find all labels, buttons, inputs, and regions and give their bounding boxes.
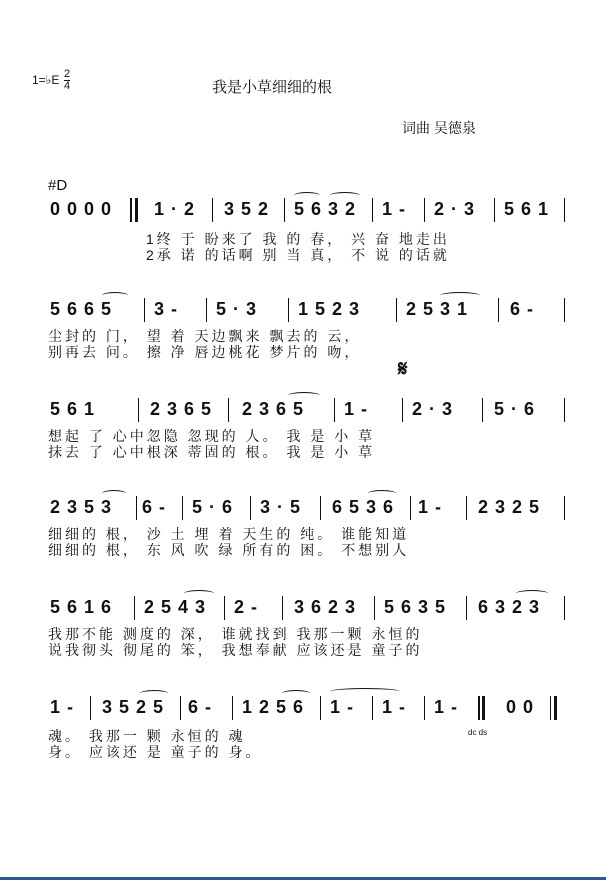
measure: 6 - <box>188 697 213 717</box>
barline <box>334 398 335 422</box>
barline <box>228 398 229 422</box>
measure: 1 5 2 3 <box>298 299 361 319</box>
barline <box>550 696 551 720</box>
barline <box>482 398 483 422</box>
measure: 3 - <box>154 299 179 319</box>
slur <box>282 690 310 697</box>
measure: 1 - <box>50 697 75 717</box>
repeat-end-bar <box>478 696 480 720</box>
barline <box>224 596 225 620</box>
barline <box>498 298 499 322</box>
barline <box>402 398 403 422</box>
measure: 5 6 1 6 <box>50 597 113 617</box>
lyric-verse-1: 1终 于 盼来了 我 的 春， 兴 奋 地走出 <box>146 231 450 247</box>
barline <box>212 198 213 222</box>
measure: 5 6 1 <box>504 199 550 219</box>
slur <box>102 292 128 299</box>
barline <box>232 696 233 720</box>
slur <box>516 590 548 597</box>
modulation-mark: #D <box>48 177 68 194</box>
measure: 6 5 3 6 <box>332 497 395 517</box>
barline <box>396 298 397 322</box>
measure: 6 3 2 3 <box>478 597 541 617</box>
barline <box>564 596 565 620</box>
measure: 1 - <box>382 199 407 219</box>
barline <box>372 198 373 222</box>
lyric-verse-1: 魂。 我那一 颗 永恒的 魂 <box>48 728 246 744</box>
measure: 2 5 4 3 <box>144 597 207 617</box>
repeat-start-bar-thick <box>135 198 138 222</box>
lyric-verse-1: 想起 了 心中忽隐 忽现的 人。 我 是 小 草 <box>48 428 376 444</box>
measure: 5 · 6 <box>192 497 234 517</box>
measure: 2 3 5 3 <box>50 497 113 517</box>
segno-sign: 𝄋 <box>398 356 408 381</box>
barline <box>284 198 285 222</box>
barline <box>466 596 467 620</box>
measure: 1 - <box>330 697 355 717</box>
measure: 2 3 6 5 <box>150 399 213 419</box>
tie <box>330 688 400 695</box>
barline <box>144 298 145 322</box>
final-bar-thick <box>554 696 557 720</box>
barline <box>564 496 565 520</box>
measure: 3 5 2 5 <box>102 697 165 717</box>
lyric-verse-2: 细细的 根， 东 风 吹 绿 所有的 困。 不想别人 <box>48 542 410 558</box>
measure: 1 - <box>382 697 407 717</box>
slur <box>294 192 320 199</box>
barline <box>564 298 565 322</box>
measure: 2 - <box>234 597 259 617</box>
lyric-verse-1: 尘封的 门， 望 着 天边飘来 飘去的 云， <box>48 328 362 344</box>
measure: 5 6 1 <box>50 399 96 419</box>
time-top: 2 <box>64 68 71 80</box>
barline <box>320 496 321 520</box>
measure: 2 · 3 <box>434 199 476 219</box>
measure: 5 · 6 <box>494 399 536 419</box>
song-title: 我是小草细细的根 <box>212 79 333 96</box>
barline <box>250 496 251 520</box>
measure: 6 - <box>510 299 535 319</box>
time-signature <box>64 69 70 92</box>
slur <box>288 392 320 399</box>
slur <box>330 192 360 199</box>
measure: 3 6 2 3 <box>294 597 357 617</box>
measure: 6 - <box>142 497 167 517</box>
barline <box>134 596 135 620</box>
measure: 1 - <box>344 399 369 419</box>
measure: 5 6 6 5 <box>50 299 113 319</box>
slur <box>184 590 214 597</box>
lyric-verse-1: 细细的 根， 沙 土 埋 着 天生的 纯。 谁能知道 <box>48 526 410 542</box>
measure: 2 3 2 5 <box>478 497 541 517</box>
barline <box>424 696 425 720</box>
barline <box>182 496 183 520</box>
barline <box>320 696 321 720</box>
measure: 2 5 3 1 <box>406 299 469 319</box>
measure: 2 · 3 <box>412 399 454 419</box>
lyric-verse-2: 抹去 了 心中根深 蒂固的 根。 我 是 小 草 <box>48 444 376 460</box>
measure: 5 6 3 2 <box>294 199 357 219</box>
slur <box>440 292 480 299</box>
barline <box>288 298 289 322</box>
slur <box>102 490 126 497</box>
barline <box>372 696 373 720</box>
key-label: 1=♭E <box>32 73 60 87</box>
repeat-end-bar-thick <box>482 696 485 720</box>
lyric-verse-2: 2承 诺 的话啊 别 当 真， 不 说 的话就 <box>146 247 450 263</box>
slur <box>140 690 168 697</box>
barline <box>410 496 411 520</box>
barline <box>374 596 375 620</box>
measure: 0 0 0 0 <box>50 199 113 219</box>
barline <box>564 198 565 222</box>
lyric-verse-2: 别再去 问。 擦 净 唇边桃花 梦片的 吻， <box>48 344 362 360</box>
lyric-verse-2: 说我彻头 彻尾的 笨， 我想奉献 应该还是 童子的 <box>48 642 423 658</box>
measure: 0 0 <box>506 697 535 717</box>
barline <box>206 298 207 322</box>
measure: 5 · 3 <box>216 299 258 319</box>
repeat-start-bar <box>130 198 132 222</box>
dc-ds-mark: dc ds <box>468 728 488 737</box>
lyric-verse-2: 身。 应该还 是 童子的 身。 <box>48 744 263 760</box>
measure: 5 6 3 5 <box>384 597 447 617</box>
key-signature <box>32 68 71 92</box>
measure: 1 - <box>418 497 443 517</box>
barline <box>466 496 467 520</box>
measure: 3 · 5 <box>260 497 302 517</box>
composer-credit: 词曲 吴德泉 <box>402 120 476 136</box>
barline <box>138 398 139 422</box>
barline <box>180 696 181 720</box>
measure: 1 - <box>434 697 459 717</box>
time-bottom: 4 <box>64 80 71 92</box>
barline <box>494 198 495 222</box>
barline <box>136 496 137 520</box>
barline <box>90 696 91 720</box>
measure: 1 · 2 <box>154 199 196 219</box>
barline <box>424 198 425 222</box>
measure: 3 5 2 <box>224 199 270 219</box>
barline <box>282 596 283 620</box>
slur <box>368 490 396 497</box>
measure: 1 2 5 6 <box>242 697 305 717</box>
measure: 2 3 6 5 <box>242 399 305 419</box>
barline <box>564 398 565 422</box>
lyric-verse-1: 我那不能 测度的 深， 谁就找到 我那一颗 永恒的 <box>48 626 423 642</box>
